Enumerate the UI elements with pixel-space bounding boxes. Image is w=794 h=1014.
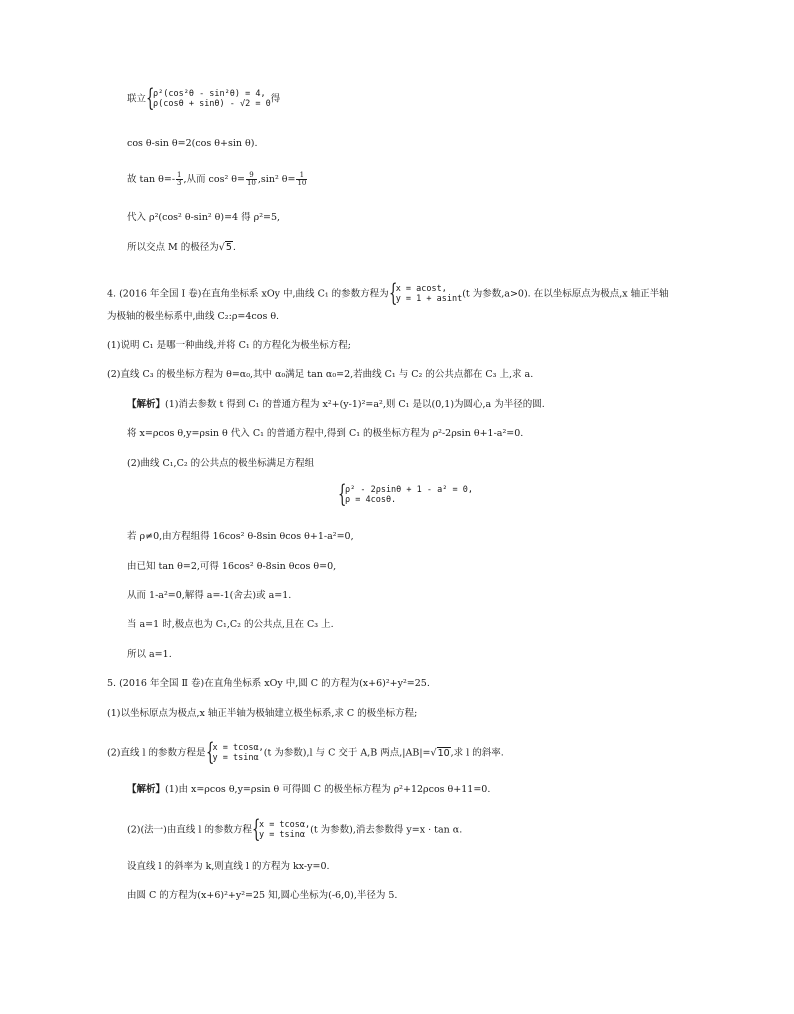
text-line (107, 738, 504, 766)
equation-system (388, 279, 463, 307)
text-seg: . (232, 242, 236, 253)
solution-line: 将 x=ρcos θ,y=ρsin θ 代入 C₁ 的普通方程中,得到 C₁ 的极坐标方程为 ρ²-2ρsin θ+1-a²=0. (127, 428, 524, 439)
text-line: cos θ-sin θ=2(cos θ+sin θ). (127, 138, 258, 149)
fraction-den: 3 (177, 179, 182, 187)
text-line (127, 242, 236, 254)
text-line: (1)说明 C₁ 是哪一种曲线,并将 C₁ 的方程化为极坐标方程; (107, 340, 351, 351)
text-line: 为极轴的极坐标系中,曲线 C₂:ρ=4cos θ. (107, 311, 280, 322)
solution-line: 由圆 C 的方程为(x+6)²+y²=25 知,圆心坐标为(-6,0),半径为 5. (127, 890, 398, 901)
question-4-stem (107, 279, 669, 307)
fraction (246, 172, 257, 187)
fraction-num: 1 (296, 172, 307, 180)
equation-system (146, 84, 271, 112)
left-brace-icon: { (251, 815, 261, 843)
solution-line: 所以 a=1. (127, 649, 172, 660)
text-seg: 故 tan θ=- (127, 174, 176, 185)
fraction-num: 1 (177, 171, 182, 179)
system-row: ρ = 4cosθ. (345, 495, 397, 505)
system-row: x = acost, (395, 284, 447, 294)
text-de: 得 (270, 93, 281, 105)
text-seg: ,sin² θ= (257, 174, 296, 185)
analysis-tag: 【解析】 (127, 399, 166, 410)
text-seg: 4. (2016 年全国 Ⅰ 卷)在直角坐标系 xOy 中,曲线 C₁ 的参数方程为 (107, 288, 389, 300)
left-brace-icon: { (146, 84, 155, 112)
system-row: ρ²(cos²θ - sin²θ) = 4, (153, 89, 266, 99)
sqrt: √10 (430, 747, 450, 759)
equation-system (338, 480, 473, 508)
fraction (176, 172, 182, 187)
solution-line: 若 ρ≠0,由方程组得 16cos² θ-8sin θcos θ+1-a²=0, (127, 531, 354, 542)
system-row: y = tsinα (212, 753, 259, 763)
solution-line: 当 a=1 时,极点也为 C₁,C₂ 的公共点,且在 C₃ 上. (127, 619, 334, 630)
fraction-num: 9 (246, 172, 257, 180)
fraction-den: 10 (297, 179, 307, 187)
sqrt: √5 (218, 242, 232, 253)
equation-system (251, 815, 311, 843)
equation-system-line (338, 480, 473, 508)
solution-line: (2)曲线 C₁,C₂ 的公共点的极坐标满足方程组 (127, 458, 315, 469)
fraction (296, 172, 307, 187)
sqrt-radicand: 5 (225, 242, 232, 253)
solution-line (127, 784, 490, 796)
text-line: (2)直线 C₃ 的极坐标方程为 θ=α₀,其中 α₀满足 tan α₀=2,若曲线 C₁ 与 C₂ 的公共点都在 C₃ 上,求 a. (107, 369, 534, 380)
text-seg: 所以交点 M 的极径为 (127, 242, 219, 253)
system-row: ρ² - 2ρsinθ + 1 - a² = 0, (345, 485, 473, 495)
text-seg: (1)消去参数 t 得到 C₁ 的普通方程为 x²+(y-1)²=a²,则 C₁ 是以(0,1)为圆心,a 为半径的圆. (165, 399, 545, 410)
text-seg: (2)(法一)由直线 l 的参数方程 (127, 824, 252, 836)
left-brace-icon: { (388, 279, 398, 307)
analysis-tag: 【解析】 (127, 784, 166, 795)
system-row: x = tcosα, (258, 820, 311, 830)
text-seg: ,求 l 的斜率. (450, 747, 504, 759)
sqrt-radicand: 10 (437, 747, 450, 759)
system-row: x = tcosα, (212, 743, 264, 753)
text-seg: (t 为参数),l 与 C 交于 A,B 两点,|AB|= (263, 747, 431, 759)
text-lianli: 联立 (127, 93, 147, 105)
fraction-den: 10 (246, 179, 256, 187)
solution-line: 由已知 tan θ=2,可得 16cos² θ-8sin θcos θ=0, (127, 561, 337, 572)
equation-system (205, 738, 264, 766)
text-seg: (t 为参数),消去参数得 y=x · tan α. (310, 824, 463, 836)
text-seg: (1)由 x=ρcos θ,y=ρsin θ 可得圆 C 的极坐标方程为 ρ²+12ρcos θ+11=0. (165, 784, 491, 795)
system-row: ρ(cosθ + sinθ) - √2 = 0 (153, 99, 271, 109)
solution-line: 设直线 l 的斜率为 k,则直线 l 的方程为 kx-y=0. (127, 861, 330, 872)
left-brace-icon: { (205, 738, 214, 766)
text-seg: ,从而 cos² θ= (183, 174, 245, 185)
equation-line-3 (127, 172, 308, 187)
text-line: (1)以坐标原点为极点,x 轴正半轴为极轴建立极坐标系,求 C 的极坐标方程; (107, 708, 418, 719)
question-5-stem: 5. (2016 年全国 Ⅱ 卷)在直角坐标系 xOy 中,圆 C 的方程为(x+6)²+y²=25. (107, 678, 430, 689)
solution-line (127, 399, 545, 411)
equation-line-1 (127, 84, 281, 112)
solution-line (127, 815, 463, 843)
text-seg: (t 为参数,a>0). 在以坐标原点为极点,x 轴正半轴 (462, 288, 669, 300)
text-seg: (2)直线 l 的参数方程是 (107, 747, 206, 759)
system-row: y = tsinα (258, 830, 306, 840)
system-row: y = 1 + asint (395, 294, 463, 304)
left-brace-icon: { (338, 480, 347, 508)
solution-line: 从而 1-a²=0,解得 a=-1(舍去)或 a=1. (127, 590, 292, 601)
text-line: 代入 ρ²(cos² θ-sin² θ)=4 得 ρ²=5, (127, 212, 281, 223)
